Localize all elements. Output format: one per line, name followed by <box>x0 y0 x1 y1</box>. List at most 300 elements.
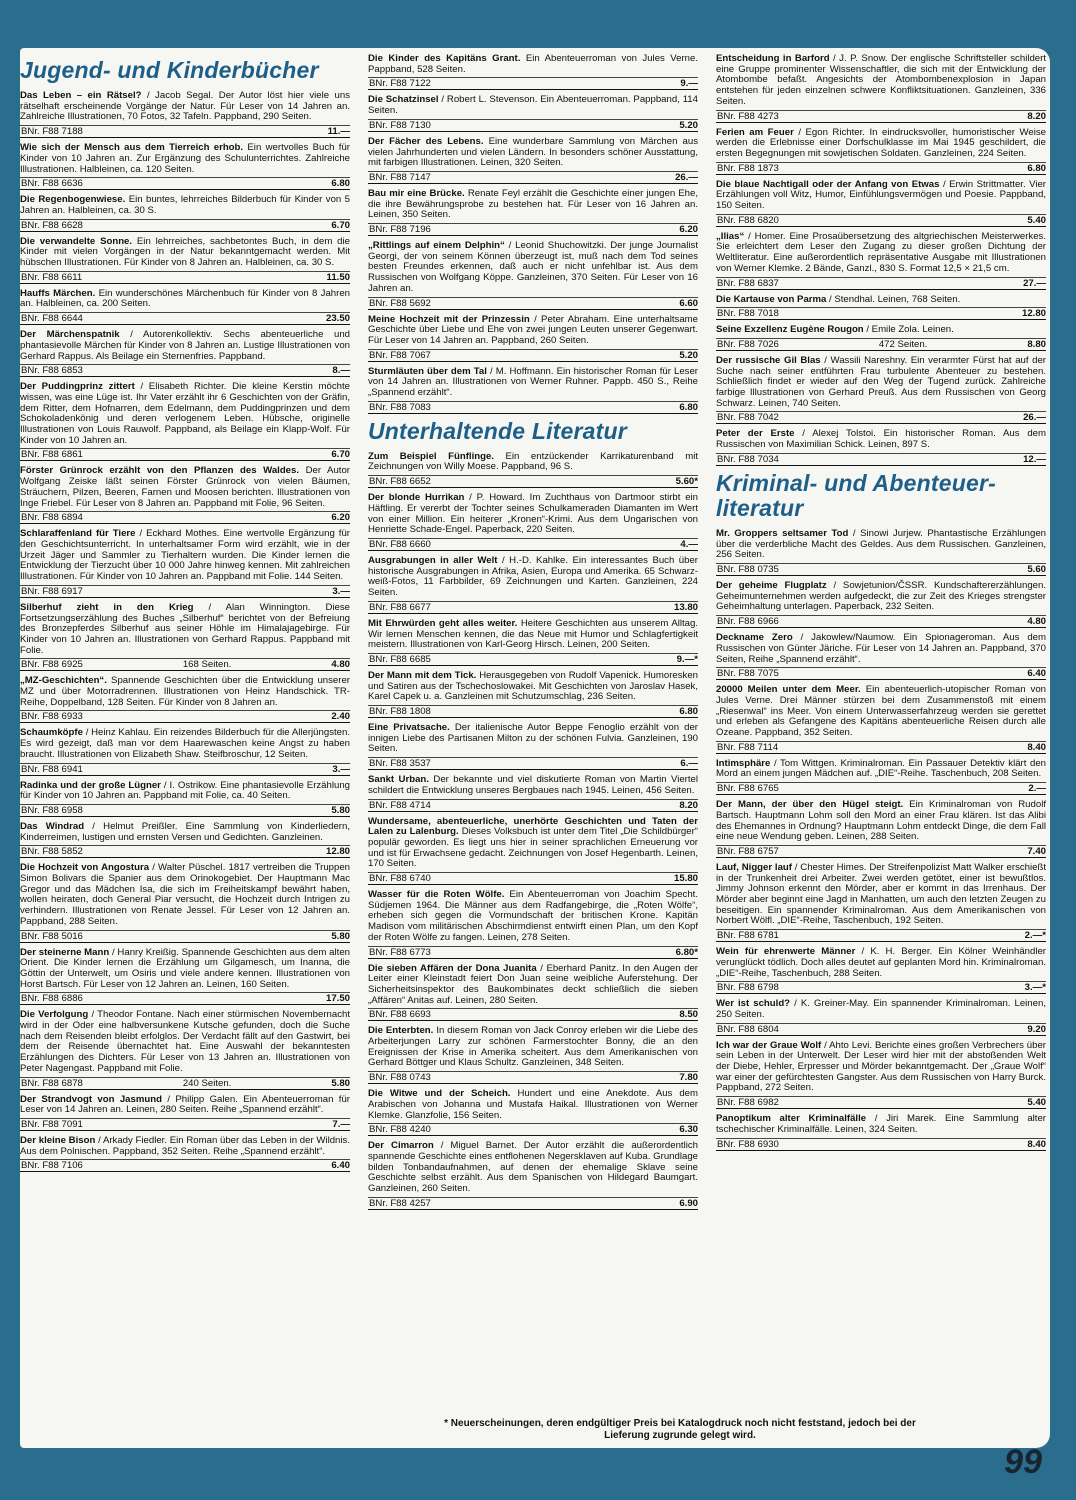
order-pages <box>431 1198 679 1209</box>
order-number: BNr. F88 6878 <box>21 1077 83 1089</box>
book-title: Sankt Urban. <box>368 774 429 786</box>
book-entry <box>368 95 698 131</box>
order-pages <box>83 711 331 722</box>
book-title: Der blonde Hurrikan <box>368 492 465 504</box>
order-line <box>368 297 698 310</box>
book-description <box>20 382 350 446</box>
order-number: BNr. F88 0743 <box>369 1072 431 1084</box>
book-details: / Hanry Kreißig. Spannende Geschichten aus dem alten Orient. Die Kinder lernen die Erzählung um Gilgamesch, um Inanna, die Göttin der Unterwelt, um Osiris und viele andere kennen. Illustrationen von Horst Bartsch. Für Leser von 12 Jahren an. Leinen, 160 Seiten. <box>20 946 350 990</box>
order-line <box>716 563 1046 576</box>
book-details: Heitere Geschichten aus unserem Alltag. Wir lernen Menschen kennen, die das Neue mit Humor und Schlagfertigkeit meistern. Illustrationen von Karl-Georg Hirsch. Leinen, 200 Seiten. <box>368 617 698 651</box>
book-description <box>368 775 698 796</box>
footnote: * Neuerscheinungen, deren endgültiger Preis bei Katalogdruck noch nicht feststand, jedoch bei der Lieferung zugrunde gelegt wird. <box>444 1418 916 1441</box>
order-pages <box>83 178 331 189</box>
order-pages <box>779 278 1023 289</box>
book-details: / Alexej Tolstoi. Ein historischer Roman. Aus dem Russischen von Maximilian Schick. Leinen, 897 S. <box>716 428 1046 451</box>
price: 5.60* <box>675 476 698 488</box>
book-title: Förster Grünrock erzählt von den Pflanzen des Waldes. <box>20 465 300 477</box>
book-details: Ein Abenteuerroman von Jules Verne. Pappband, 528 Seiten. <box>368 53 699 75</box>
price: 6.— <box>680 758 698 770</box>
book-details: / Philipp Galen. Ein Abenteuerroman für Leser von 14 Jahren an. Leinen, 280 Seiten. Reihe „Spannend erzählt“. <box>20 1093 350 1116</box>
price: 6.30 <box>679 1124 698 1136</box>
book-title: Lauf, Nigger lauf <box>716 861 792 873</box>
order-line <box>716 162 1046 175</box>
book-entry <box>368 189 698 236</box>
price: 6.60 <box>679 297 698 309</box>
book-details: Ein entzückender Karrikaturenband mit Zeichnungen von Willy Moese. Pappband, 96 S. <box>368 450 699 473</box>
book-title: Die sieben Affären der Dona Juanita <box>368 962 537 974</box>
order-line <box>716 1023 1046 1036</box>
order-pages <box>779 564 1027 575</box>
book-description <box>716 999 1046 1020</box>
book-title: Meine Hochzeit mit der Prinzessin <box>368 313 530 325</box>
book-title: Der geheime Flugplatz <box>716 579 827 591</box>
book-description <box>368 1089 698 1121</box>
book-entry <box>20 382 350 461</box>
order-line <box>368 757 698 770</box>
book-entry <box>716 429 1046 465</box>
book-entry <box>716 356 1046 425</box>
order-number: BNr. F88 6886 <box>21 993 83 1005</box>
book-details: / Arkady Fiedler. Ein Roman über das Leben in der Wildnis. Aus dem Polnischen. Pappband, 352 Seiten. Reihe „Spannend erzählt“. <box>20 1135 350 1157</box>
order-number: BNr. F88 7196 <box>369 224 431 236</box>
book-entry <box>20 948 350 1006</box>
order-line <box>716 277 1046 290</box>
order-number: BNr. F88 6966 <box>717 616 779 628</box>
order-line <box>716 338 1046 351</box>
book-details: Ein Abenteuerroman von Joachim Specht. Südjemen 1964. Die Männer aus dem Radfangebirge, die „Roten Wölfe“, erheben sich gegen die Vormundschaft der britischen Krone. Kapitän Madison vom militärischen Abschirmdienst entwirft einen Plan, um den Kopf der Roten Wölfe zu fangen. Leinen, 278 Seiten. <box>368 889 698 943</box>
book-title: Die Hochzeit von Angostura <box>20 862 150 874</box>
book-title: Schaumköpfe <box>20 727 83 739</box>
order-line <box>20 585 350 598</box>
book-description <box>716 581 1046 613</box>
order-number: BNr. F88 6861 <box>21 449 83 461</box>
price: 9.— <box>680 78 698 90</box>
book-title: Mr. Groppers seltsamer Tod <box>716 527 849 539</box>
book-entry <box>20 289 350 325</box>
price: 11.— <box>327 126 350 138</box>
order-number: BNr. F88 7042 <box>717 412 779 424</box>
book-details: / Erwin Strittmatter. Vier Erzählungen voll Witz, Humor, Einfühlungsvermögen und Poesie. Pappband, 150 Seiten. <box>716 178 1046 212</box>
book-title: Ich war der Graue Wolf <box>716 1039 822 1051</box>
price: 13.80 <box>673 601 698 613</box>
book-title: Radinka und der große Lügner <box>20 779 161 791</box>
order-line <box>20 271 350 284</box>
book-details: / Sowjetunion/ČSSR. Kundschaftererzählungen. Geheimunternehmen werden aufgedeckt, die zur Zeit des Krieges strengster Geheimhaltung unterlagen. Paperback, 232 Seiten. <box>716 579 1046 613</box>
book-title: Die Kinder des Kapitäns Grant. <box>368 53 521 64</box>
book-details: Der Autor Wolfgang Zeiske läßt seinen Förster Grünrock von vielen Bäumen, Sträuchern, Pilzen, Beeren, Farnen und Moosen berichten. Illustrationen von Inge Friebel. Für Leser von 8 Jahren an. Pappband mit Folie, 96 Seiten. <box>20 465 350 509</box>
order-number: BNr. F88 3537 <box>369 758 431 770</box>
order-number: BNr. F88 6660 <box>369 538 431 550</box>
book-entry <box>368 671 698 718</box>
book-description <box>716 1041 1046 1095</box>
book-title: Die Witwe und der Scheich. <box>368 1088 511 1100</box>
book-details: / Jiri Marek. Eine Sammlung alter tschechischer Kriminalfälle. Leinen, 324 Seiten. <box>716 1113 1046 1135</box>
price: 11.50 <box>326 271 350 283</box>
book-entry <box>368 452 698 488</box>
book-entry <box>716 529 1046 576</box>
order-line <box>20 448 350 461</box>
book-details: Spannende Geschichten über die Entwicklung unserer MZ und über Motorradrennen. Illustrationen von Heinz Handschick. TR-Reihe, Doppelband, 128 Seiten. Für Kinder von 8 Jahren an. <box>20 675 350 708</box>
book-description <box>368 367 698 399</box>
order-number: BNr. F88 6765 <box>717 783 779 795</box>
price: 26.— <box>1023 412 1046 424</box>
book-details: / Egon Richter. In eindrucksvoller, humoristischer Weise werden die Erlebnisse einer Dorfschulklasse im Mai 1945 geschildert, die ersten Begegnungen mit sowjetischen Soldaten. Ganzleinen, 224 Seiten. <box>716 126 1046 159</box>
book-description <box>20 1095 350 1116</box>
book-details: / K. H. Berger. Ein Kölner Weinhändler verunglückt tödlich. Doch alles deutet auf geplanten Mord hin. Kriminalroman. „DIE“-Reihe, Taschenbuch, 288 Seiten. <box>716 946 1046 979</box>
book-entry <box>716 863 1046 942</box>
section-heading: Unterhaltende Literatur <box>368 417 627 444</box>
book-description <box>716 947 1046 979</box>
order-line <box>368 349 698 362</box>
book-description <box>20 91 350 123</box>
book-description <box>368 671 698 703</box>
book-description <box>368 556 698 599</box>
order-pages <box>83 1119 333 1130</box>
order-line <box>368 1123 698 1136</box>
book-details: / Miguel Barnet. Der Autor erzählt die außerordentlich spannende Geschichte eines entflohenen Negersklaven auf Kuba. Grundlage bilden Tonbandaufnahmen, auf denen der ehemalige Sklave seine Geschichte selbst erzählt. Aus dem Spanischen von Hildegard Baumgart. Ganzleinen, 260 Seiten. <box>368 1140 698 1195</box>
book-entry <box>716 999 1046 1035</box>
order-pages <box>83 993 326 1004</box>
book-entry <box>368 1089 698 1136</box>
book-title: Die blaue Nachtigall oder der Anfang von Etwas <box>716 178 940 190</box>
book-details: Herausgegeben von Rudolf Vapenick. Humoresken und Satiren aus der Tschechoslowakei. Mit Geschichten von Jaroslav Hasek, Karel Capek u. a. Ganzleinen mit Schutzumschlag, 236 Seiten. <box>368 669 699 703</box>
book-description <box>20 195 350 216</box>
book-entry <box>368 315 698 362</box>
order-number: BNr. F88 6677 <box>369 601 431 613</box>
book-title: Der Puddingprinz zittert <box>20 381 135 393</box>
book-title: Die Schatzinsel <box>368 94 439 106</box>
book-details: Eine wunderbare Sammlung von Märchen aus vielen Jahrhunderten und vielen Ländern. In besonders schöner Ausstattung, mit farbigen Illustrationen. Leinen, 320 Seiten. <box>368 135 698 169</box>
order-pages <box>431 654 677 665</box>
order-number: BNr. F88 6628 <box>21 219 83 231</box>
book-description <box>20 1010 350 1074</box>
order-number: BNr. F88 6853 <box>21 365 83 377</box>
order-line <box>368 77 698 90</box>
book-title: Silberhuf zieht in den Krieg <box>20 601 194 613</box>
order-line <box>368 171 698 184</box>
price: 5.60 <box>1027 563 1046 575</box>
book-details: / Jakowlew/Naumow. Ein Spionageroman. Aus dem Russischen von Günter Järiche. Für Leser von 14 Jahren an. Pappband, 370 Seiten, Reihe „Spannend erzählt“. <box>716 632 1046 665</box>
price: 2.— <box>1028 783 1046 795</box>
order-line <box>20 710 350 723</box>
price: 6.80 <box>679 401 698 413</box>
order-number: BNr. F88 7114 <box>717 741 779 753</box>
book-title: Hauffs Märchen. <box>20 287 96 299</box>
book-title: Die Enterbten. <box>368 1025 434 1037</box>
order-line <box>20 658 350 671</box>
price: 8.20 <box>1027 110 1046 122</box>
column-1 <box>20 54 350 1177</box>
order-number: BNr. F88 6798 <box>717 982 779 994</box>
price: 7.— <box>332 1119 350 1130</box>
price: 12.— <box>1023 453 1046 465</box>
order-pages <box>431 298 679 309</box>
order-line <box>716 782 1046 795</box>
section-heading: Kriminal- und Abenteuer-literatur <box>716 469 996 521</box>
book-entry <box>20 603 350 672</box>
order-line <box>368 1008 698 1021</box>
book-details: / Helmut Preißler. Eine Sammlung von Kinderliedern, Kinderreimen, lustigen und ernsten Versen und Gedichten. Ganzleinen. <box>20 820 350 843</box>
book-title: Die Regenbogenwiese. <box>20 194 126 206</box>
order-number: BNr. F88 7122 <box>369 78 431 90</box>
book-description <box>368 137 698 169</box>
book-title: Der Mann, der über den Hügel steigt. <box>716 799 904 811</box>
order-number: BNr. F88 5852 <box>21 846 83 858</box>
order-line <box>20 511 350 524</box>
order-number: BNr. F88 6804 <box>717 1023 779 1035</box>
book-title: Der Cimarron <box>368 1140 434 1152</box>
book-details: Dieses Volksbuch ist unter dem Titel „Die Schildbürger“ populär geworden. Es liegt uns hier in seiner sprachlichen Erneuerung vor und ist für Erwachsene gedacht. Zeichnungen von Josef Hegenbarth. Leinen, 170 Seiten. <box>368 826 698 870</box>
price: 7.40 <box>1027 845 1046 857</box>
price: 26.— <box>675 171 698 183</box>
order-pages <box>779 1024 1027 1035</box>
price: 23.50 <box>325 313 350 325</box>
order-pages <box>779 111 1027 122</box>
order-line <box>20 1077 350 1090</box>
order-pages <box>431 800 679 811</box>
order-line <box>368 946 698 959</box>
price: 12.80 <box>1021 308 1046 320</box>
order-number: BNr. F88 6781 <box>717 930 779 942</box>
book-description <box>716 54 1046 108</box>
order-line <box>716 615 1046 628</box>
price: 15.80 <box>673 873 698 885</box>
book-details: / Alan Winnington. Diese Fortsetzungserzählung des Buches „Silberhuf“ berichtet von der Befreiung des Bronzepferdes Silberhuf aus seiner Höhle im Himalajagebirge. Für Kinder von 10 Jahren an. Illustrationen von Gerhard Rappus. Pappband mit Folie. <box>20 601 350 656</box>
price: 6.40 <box>1027 668 1046 680</box>
order-number: BNr. F88 6894 <box>21 512 83 524</box>
order-line <box>368 538 698 551</box>
order-number: BNr. F88 6930 <box>717 1138 779 1150</box>
book-description <box>716 180 1046 212</box>
book-details: / Heinz Kahlau. Ein reizendes Bilderbuch für die Allerjüngsten. Es wird gezeigt, daß man vor dem Haarewaschen keine Angst zu haben braucht. Illustrationen von Elizabeth Shaw. Steifbroschur, 12 Seiten. <box>20 727 350 760</box>
order-line <box>716 1096 1046 1109</box>
book-description <box>716 1114 1046 1135</box>
book-entry <box>716 1114 1046 1150</box>
book-details: Ein Kriminalroman von Rudolf Bartsch. Hauptmann Lohm soll den Mord an einer Frau klären. Ist das Alibi des Ehemannes in Ordnung? Hauptmann Lohm entdeckt Dinge, die dem Fall eine neue Wendung geben. Leinen, 288 Seiten. <box>716 799 1046 843</box>
book-details: Ein lehrreiches, sachbetontes Buch, in dem die Kinder mit vielen Vorgängen in der Natur bekanntgemacht werden. Mit hübschen Illustrationen. Für Kinder von 8 Jahren an. Halbleinen, ca. 30 S. <box>20 235 350 269</box>
order-pages <box>83 313 326 324</box>
book-entry <box>20 237 350 284</box>
column-3 <box>716 54 1046 1156</box>
price: 6.20 <box>331 512 350 524</box>
book-entry <box>20 1010 350 1089</box>
order-pages <box>431 476 676 487</box>
order-pages <box>779 982 1025 993</box>
book-title: Der russische Gil Blas <box>716 354 821 366</box>
order-line <box>716 667 1046 680</box>
order-pages <box>779 846 1027 857</box>
book-details: / Ahto Levi. Berichte eines großen Verbrechers über sein Leben in der Unterwelt. Der Leser wird hier mit der abstoßenden Welt der Diebe, Hehler, Erpresser und Mörder bekanntgemacht. Der „Graue Wolf“ war einer der gefürchtesten Gangster. Aus dem Russischen von Harry Burck. Pappband, 272 Seiten. <box>716 1039 1046 1094</box>
book-title: Wein für ehrenwerte Männer <box>716 946 856 958</box>
book-title: Das Leben – ein Rätsel? <box>20 90 142 101</box>
book-title: Bau mir eine Brücke. <box>368 187 465 199</box>
book-entry <box>716 633 1046 680</box>
order-pages <box>431 350 679 361</box>
book-description <box>368 241 698 295</box>
book-entry <box>716 1041 1046 1110</box>
book-entry <box>368 54 698 90</box>
order-number: BNr. F88 0735 <box>717 563 779 575</box>
book-details: / P. Howard. Im Zuchthaus von Dartmoor stirbt ein Häftling. Er vererbt der Tochter seines Schulkameraden Diamanten im Wert von einer Million. Ein heiterer „Kronen“-Krimi. Aus dem Ungarischen von Henriette Schade-Engel. Paperback, 220 Seiten. <box>368 492 698 536</box>
order-pages <box>431 402 679 413</box>
book-title: „MZ-Geschichten“. <box>20 675 107 687</box>
order-line <box>716 411 1046 424</box>
book-description <box>20 237 350 269</box>
price: 2.—* <box>1024 930 1046 942</box>
price: 6.70 <box>331 219 350 231</box>
book-details: / Peter Abraham. Eine unterhaltsame Geschichte über Liebe und Ehe von zwei jungen Leuten unserer Gegenwart. Für Leser von 14 Jahren an. Pappband, 260 Seiten. <box>368 313 698 346</box>
book-description <box>20 529 350 583</box>
order-pages <box>431 539 681 550</box>
order-number: BNr. F88 4273 <box>717 110 779 122</box>
book-title: Die Verfolgung <box>20 1009 89 1021</box>
order-line <box>20 125 350 138</box>
order-pages <box>83 126 328 137</box>
order-number: BNr. F88 6837 <box>717 277 779 289</box>
order-line <box>716 1138 1046 1151</box>
section-heading: Jugend- und Kinderbücher <box>20 57 319 83</box>
book-entry <box>368 556 698 614</box>
order-pages <box>779 1097 1027 1108</box>
order-number: BNr. F88 4240 <box>369 1124 431 1136</box>
book-description <box>368 817 698 871</box>
order-pages <box>83 220 331 231</box>
order-number: BNr. F88 7067 <box>369 349 431 361</box>
price: 8.— <box>332 365 350 377</box>
book-entry <box>20 195 350 231</box>
book-entry <box>368 241 698 310</box>
price: 6.20 <box>679 224 698 236</box>
order-pages <box>779 454 1023 465</box>
order-line <box>368 705 698 718</box>
book-details: Ein wertvolles Buch für Kinder von 10 Jahren an. Zur Ergänzung des Schulunterrichtes. Zahlreiche Illustrationen. Halbleinen, ca. 120 Seiten. <box>20 142 350 175</box>
order-pages <box>83 931 331 942</box>
book-details: Der italienische Autor Beppe Fenoglio erzählt von der innigen Liebe des Partisanen Milton zu der schönen Fulvia. Ganzleinen, 190 Seiten. <box>368 722 698 755</box>
book-description <box>716 295 1046 306</box>
page-number: 99 <box>1004 1443 1042 1481</box>
book-details: / Eberhard Panitz. In den Augen der Leiter einer Kleinstadt feiert Don Juan seine weibliche Auferstehung. Der Sicherheitsinspektor des Baukombinates deckt schließlich die sieben „Affären“ Anitas auf. Leinen, 280 Seiten. <box>368 962 698 1006</box>
book-entry <box>716 325 1046 351</box>
book-description <box>20 948 350 991</box>
order-line <box>716 307 1046 320</box>
order-line <box>368 1197 698 1210</box>
book-details: Hundert und eine Anekdote. Aus dem Arabischen von Johanna und Mustafa Haikal. Illustrationen von Werner Klemke. Glanzfolie, 156 Seiten. <box>368 1088 698 1121</box>
book-description <box>20 466 350 509</box>
book-entry <box>368 723 698 770</box>
book-description <box>368 315 698 347</box>
book-entry <box>20 781 350 817</box>
order-pages <box>83 365 333 376</box>
order-pages <box>431 706 679 717</box>
order-number: BNr. F88 6611 <box>21 271 83 283</box>
order-line <box>20 930 350 943</box>
book-title: Schlaraffenland für Tiere <box>20 528 136 540</box>
book-description <box>20 330 350 362</box>
book-entry <box>368 1026 698 1084</box>
order-line <box>716 741 1046 754</box>
book-description <box>716 529 1046 561</box>
price: 6.90 <box>679 1197 698 1209</box>
book-details: / Emile Zola. Leinen. <box>863 324 954 336</box>
book-details: Ein abenteuerlich-utopischer Roman von Jules Verne. Drei Männer stürzen bei dem Zusammenstoß mit einem „Riesenwal“ ins Meer. Von einem Unterwasserfahrzeug werden sie gerettet und erleben als Gefangene des Kapitäns abenteuerliche Reisen durch alle Ozeane. Pappband, 352 Seiten. <box>716 684 1046 739</box>
book-title: Wer ist schuld? <box>716 998 791 1010</box>
price: 7.80 <box>679 1072 698 1084</box>
order-pages <box>779 783 1029 794</box>
book-description <box>368 493 698 536</box>
book-entry <box>368 619 698 666</box>
book-details: / Sinowi Jurjew. Phantastische Erzählungen über die verderbliche Macht des Geldes. Aus dem Russischen. Ganzleinen, 256 Seiten. <box>716 527 1047 561</box>
order-number: BNr. F88 7130 <box>369 119 431 131</box>
order-line <box>368 223 698 236</box>
book-title: Mit Ehrwürden geht alles weiter. <box>368 617 518 629</box>
book-description <box>716 759 1046 780</box>
book-description <box>368 54 698 75</box>
book-description <box>716 863 1046 927</box>
book-description <box>368 619 698 651</box>
book-entry <box>716 295 1046 321</box>
price: 6.80 <box>1027 162 1046 174</box>
book-description <box>20 781 350 802</box>
order-number: BNr. F88 7147 <box>369 171 431 183</box>
order-number: BNr. F88 6933 <box>21 711 83 723</box>
order-pages <box>431 224 679 235</box>
book-description <box>716 325 1046 336</box>
book-title: Entscheidung in Barford <box>716 53 830 64</box>
order-number: BNr. F88 6982 <box>717 1097 779 1109</box>
order-pages <box>778 742 1027 753</box>
book-entry <box>20 822 350 858</box>
order-number: BNr. F88 6820 <box>717 214 779 226</box>
book-title: Der Strandvogt von Jasmund <box>20 1093 162 1105</box>
book-entry <box>20 863 350 942</box>
book-details: / M. Hoffmann. Ein historischer Roman für Leser von 14 Jahren an. Illustrationen von Werner Ruhner. Pappb. 450 S., Reihe „Spannend erzählt“. <box>368 365 698 399</box>
price: 5.80 <box>331 1077 350 1089</box>
book-title: Wundersame, abenteuerliche, unerhörte Geschichten und Taten der Lalen zu Lalenburg. <box>368 815 698 838</box>
book-entry <box>368 964 698 1022</box>
order-number: BNr. F88 1808 <box>369 706 431 718</box>
book-description <box>716 800 1046 843</box>
price: 6.40 <box>331 1160 350 1172</box>
order-line <box>716 929 1046 942</box>
price: 8.40 <box>1027 741 1046 753</box>
book-entry <box>20 330 350 377</box>
order-line <box>368 475 698 488</box>
order-number: BNr. F88 6685 <box>369 653 431 665</box>
book-title: Der Märchenspatnik <box>20 329 120 341</box>
book-description <box>716 232 1046 275</box>
book-description <box>20 676 350 708</box>
order-number: BNr. F88 6958 <box>21 804 83 816</box>
order-number: BNr. F88 6925 <box>21 659 83 671</box>
price: 4.80 <box>331 659 350 671</box>
book-description <box>20 728 350 760</box>
order-number: BNr. F88 7188 <box>21 126 83 138</box>
order-number: BNr. F88 4257 <box>369 1197 431 1209</box>
order-pages <box>83 449 331 460</box>
book-details: / Theodor Fontane. Nach einer stürmischen Novembernacht wird in der Oder eine halbversunkene Kutsche gefunden, doch die Suche nach dem Reisenden bleibt erfolglos. Der Verdacht fällt auf den Gastwirt, bei dem der Reisende übernachtet hat. Eine Auswahl der bekanntesten Erzählungen des Dichters. Für Leser von 13 Jahren an. Illustrationen von Peter Nagengast. Pappband mit Folie. <box>20 1009 350 1074</box>
order-line <box>368 401 698 414</box>
order-pages <box>431 1009 679 1020</box>
order-number: BNr. F88 6917 <box>21 585 83 597</box>
price: 3.— <box>332 585 350 597</box>
book-description <box>20 289 350 310</box>
order-number: BNr. F88 5016 <box>21 930 83 942</box>
order-pages <box>83 1160 331 1171</box>
order-line <box>20 1159 350 1172</box>
price: 5.40 <box>1027 214 1046 226</box>
order-line <box>716 981 1046 994</box>
